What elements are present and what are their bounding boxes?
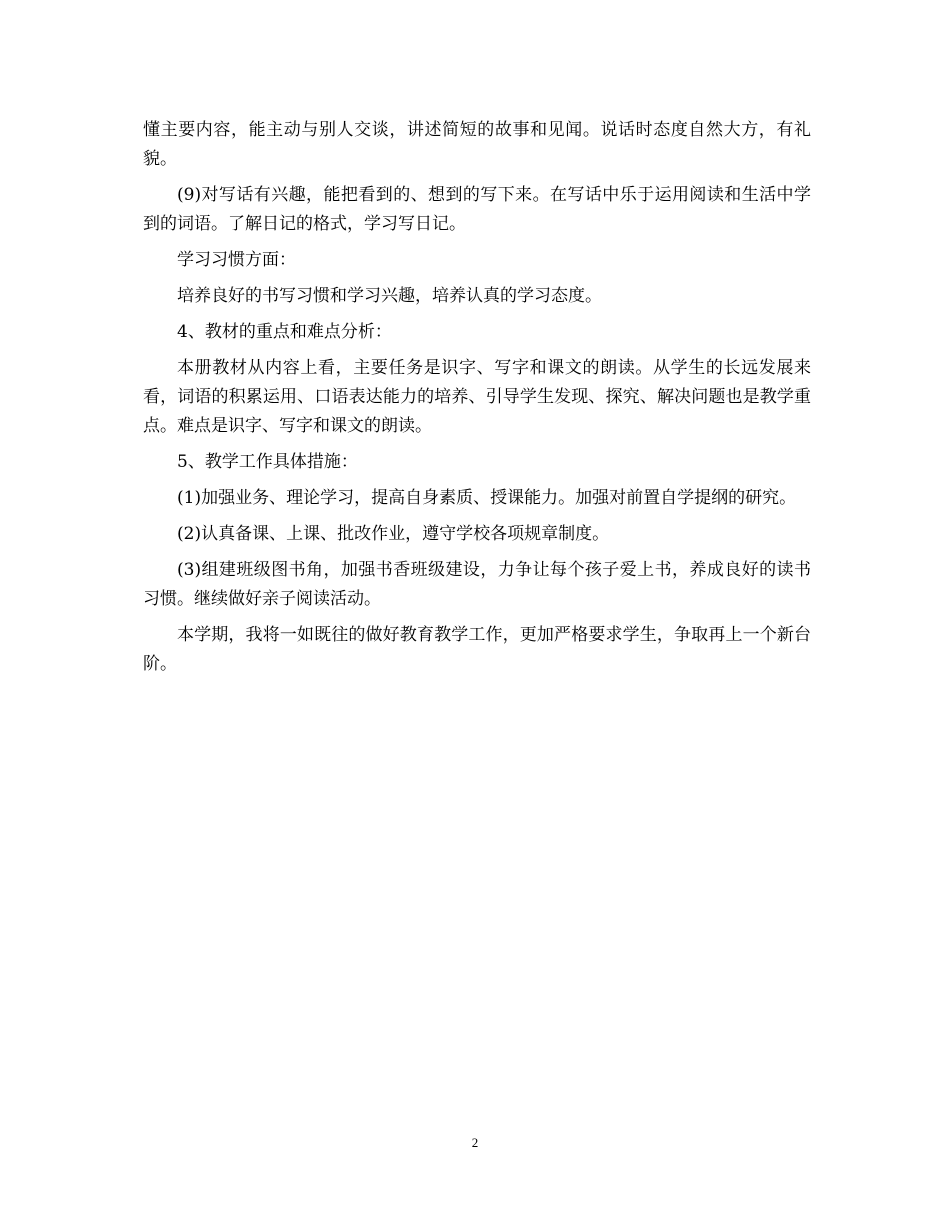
paragraph-measure-3: (3)组建班级图书角，加强书香班级建设，力争让每个孩子爱上书，养成良好的读书习惯。继续做好亲子阅读活动。: [143, 560, 811, 609]
paragraph-continuation: 懂主要内容，能主动与别人交谈，讲述简短的故事和见闻。说话时态度自然大方，有礼貌。: [143, 120, 811, 169]
paragraph-study-habits: 培养良好的书写习惯和学习兴趣，培养认真的学习态度。: [177, 286, 602, 306]
page-number: 2: [471, 1135, 479, 1150]
section-heading-measures: 5、教学工作具体措施：: [177, 452, 358, 472]
paragraph-measure-2: (2)认真备课、上课、批改作业，遵守学校各项规章制度。: [177, 524, 610, 544]
section-heading-key-points: 4、教材的重点和难点分析：: [177, 322, 392, 342]
paragraph-key-points: 本册教材从内容上看，主要任务是识字、写字和课文的朗读。从学生的长远发展来看，词语的积累运用、口语表达能力的培养、引导学生发现、探究、解决问题也是教学重点。难点是识字、写字和课文的朗读。: [143, 358, 811, 436]
paragraph-conclusion: 本学期，我将一如既往的做好教育教学工作，更加严格要求学生，争取再上一个新台阶。: [143, 625, 811, 674]
document-body: [143, 116, 811, 686]
paragraph-measure-1: (1)加强业务、理论学习，提高自身素质、授课能力。加强对前置自学提纲的研究。: [177, 488, 797, 508]
paragraph-study-habits-heading: 学习习惯方面：: [177, 250, 296, 270]
paragraph-item-9: (9)对写话有兴趣，能把看到的、想到的写下来。在写话中乐于运用阅读和生活中学到的词语。了解日记的格式，学习写日记。: [143, 185, 811, 234]
